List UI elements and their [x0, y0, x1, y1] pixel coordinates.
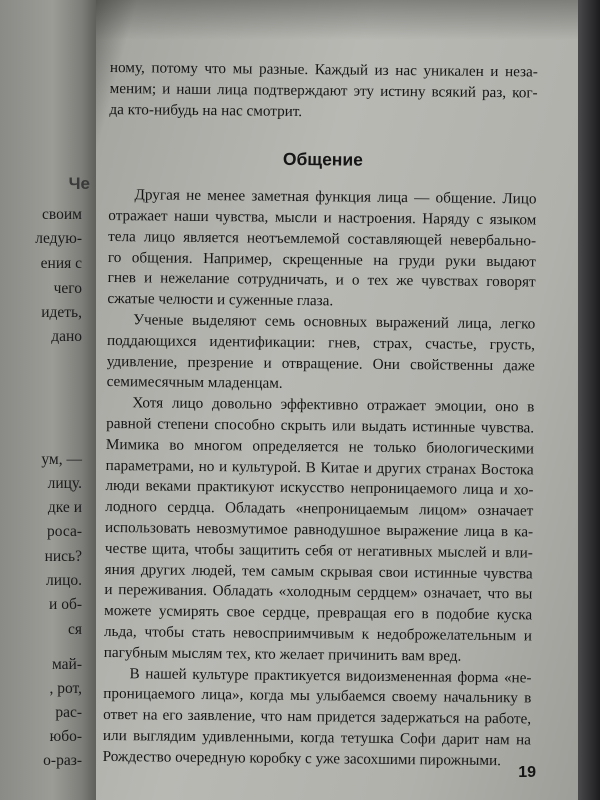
text-line: равной степени способно скрыть или выдать истинные чувства. [106, 414, 535, 437]
paragraph [106, 310, 535, 398]
text-line: люди веками практикуют искусство непроницаемого лица и хо- [105, 477, 534, 499]
text-line: Мимика во многом определяется не только биологическими [105, 435, 535, 458]
text-line: лодного сердца. Обладать «непроницаемым лицом» означает [105, 498, 534, 520]
text-line: поддающихся идентификации: гнев, страх, счастье, грусть, [106, 331, 536, 354]
text-line: параметрами, но и культурой. В Китае и других странах Востока [105, 456, 534, 479]
text-line: отражает наши чувства, мысли и настроения. Наряду с языком [108, 206, 537, 229]
previous-page-line: ения с [40, 255, 82, 272]
previous-page-line: ледую- [35, 230, 82, 247]
paragraph [107, 185, 536, 314]
previous-page-line: роса- [47, 523, 82, 540]
previous-page-line: идеть, [41, 304, 82, 321]
text-line: или выглядим удивленными, когда тетушка Софи дарит нам на [102, 726, 531, 749]
previous-page-line: о-раз- [43, 752, 82, 769]
previous-page-line: май- [51, 656, 82, 673]
page-text [103, 58, 538, 772]
text-line: гнев и нежелание сотрудничать, и о тех же чувствах говорят [107, 269, 536, 291]
previous-page-line: лицо. [46, 572, 82, 589]
text-line: льда, чтобы стать невосприимчивым к недоброжелательным и [103, 622, 533, 645]
book-cover-edge [578, 0, 600, 800]
text-line: пагубным мыслям тех, кто желает причинить вам вред. [103, 643, 462, 665]
previous-page-line: юбо- [49, 728, 82, 745]
text-line: ному, потому что мы разные. Каждый из нас уникален и неза- [109, 58, 538, 81]
text-line: тела лицо является неотъемлемой составляющей невербально- [108, 227, 537, 250]
paragraph [103, 663, 532, 771]
previous-page [0, 0, 96, 800]
previous-page-line: чего [53, 280, 82, 297]
text-line: Другая не менее заметная функция лица — общение. Лицо [134, 186, 537, 208]
book-page [96, 0, 578, 800]
previous-page-line: лицу. [47, 475, 82, 492]
text-line: В нашей культуре практикуется видоизмененная форма «не- [129, 664, 532, 686]
text-line: да кто-нибудь на нас смотрит. [109, 100, 303, 120]
previous-page-line: нись? [44, 548, 82, 565]
paragraph [104, 393, 535, 668]
previous-page-line: и об- [49, 596, 82, 613]
page-number: 19 [518, 764, 536, 781]
text-line: проницаемого лица», когда мы улыбаемся своему начальнику в [103, 685, 532, 707]
text-line: Рождество очередную коробку с уже засохшими пирожными. [102, 747, 502, 769]
text-line: семимесячным младенцам. [106, 373, 283, 393]
previous-page-line: ум, — [41, 451, 82, 468]
previous-page-heading-fragment: Че [68, 174, 90, 193]
previous-page-line: дано [51, 328, 82, 345]
text-line: ответ на его заявление, что нам придется задержаться на работе, [103, 706, 532, 728]
intro-paragraph [109, 58, 538, 125]
text-line: можете усмирять свое сердце, превращая его в подобие куска [104, 602, 533, 624]
section-body [103, 185, 537, 772]
text-line: удивление, презрение и отвращение. Они свойственны даже [106, 352, 535, 375]
section-heading: Общение [282, 149, 364, 171]
text-line: честве щита, чтобы защитить себя от негативных мыслей и вли- [104, 539, 533, 562]
text-line: сжатые челюсти и суженные глаза. [107, 290, 334, 310]
text-line: использовать невозмутимое равнодушное выражение лица в ка- [104, 518, 534, 541]
text-line: Ученые выделяют семь основных выражений лица, легко [133, 311, 536, 333]
text-line: го общения. Например, скрещенные на груди руки выдают [107, 248, 536, 271]
text-line: Хотя лицо довольно эффективно отражает эмоции, оно в [132, 394, 535, 416]
previous-page-line: , рот, [49, 680, 82, 697]
text-line: и переживания. Обладать «холодным сердцем» означает, что вы [104, 581, 533, 603]
previous-page-line: своим [42, 206, 82, 223]
previous-page-line: дке и [47, 499, 82, 516]
previous-page-line: ся [67, 621, 82, 638]
text-line: меним; и наши лица подтверждают эту истину всякий раз, ког- [109, 79, 538, 102]
page-shadow [96, 0, 578, 40]
text-line: яния других людей, тем самым скрывая свои истинные чувства [104, 560, 533, 582]
previous-page-line: рас- [55, 704, 82, 721]
